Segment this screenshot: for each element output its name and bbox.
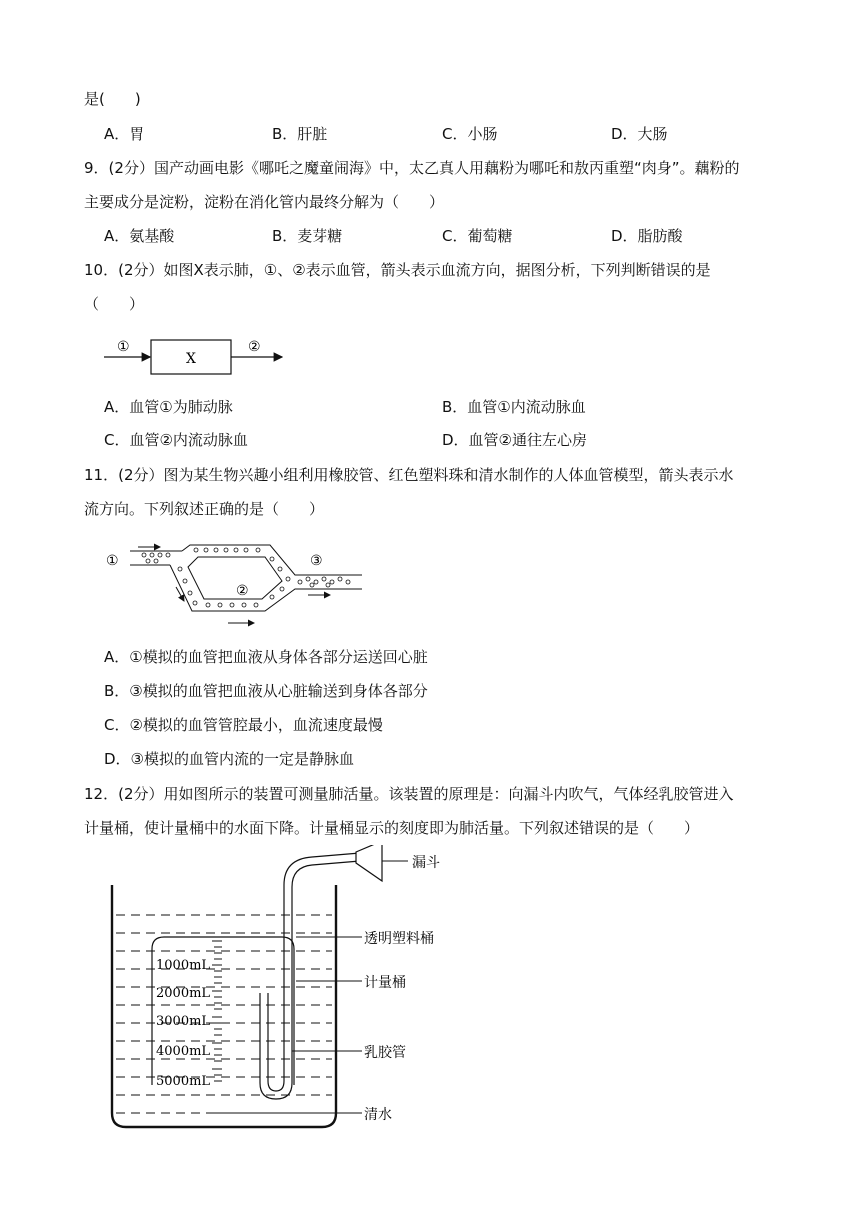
q12-scale-3000: 3000mL (156, 1014, 211, 1029)
q11-stem-line2: 流方向。下列叙述正确的是（ ） (84, 500, 325, 518)
q12-stem-line2: 计量桶，使计量桶中的水面下降。计量桶显示的刻度即为肺活量。下列叙述错误的是（ ） (84, 819, 700, 837)
q9-option-d[interactable]: D．脂肪酸 (611, 227, 683, 245)
q11-option-b[interactable]: B．③模拟的血管把血液从心脏输送到身体各部分 (104, 682, 428, 700)
q10-stem-line1: 10．(2分）如图X表示肺，①、②表示血管，箭头表示血流方向，据图分析，下列判断错误的是 (84, 261, 711, 279)
q12-label-meter: 计量桶 (364, 975, 406, 991)
q12-scale-1000: 1000mL (156, 958, 211, 973)
q12-label-tube: 乳胶管 (364, 1045, 406, 1061)
q12-scale-2000: 2000mL (156, 986, 211, 1001)
q12-funnel (356, 845, 382, 881)
q9-stem-line2: 主要成分是淀粉，淀粉在消化管内最终分解为（ ） (84, 193, 445, 211)
q10-flow-diagram (100, 332, 300, 382)
q11-option-d[interactable]: D．③模拟的血管内流的一定是静脉血 (104, 750, 354, 768)
q10-option-c[interactable]: C．血管②内流动脉血 (104, 431, 248, 449)
q11-label-3: ③ (310, 553, 323, 569)
q8-option-b[interactable]: B．肝脏 (272, 125, 328, 143)
q10-option-d[interactable]: D．血管②通往左心房 (442, 431, 587, 449)
q10-box-label: X (186, 351, 196, 367)
q8-option-c[interactable]: C．小肠 (442, 125, 498, 143)
q12-latex-tube (260, 861, 360, 1099)
q11-vessel-model-diagram (100, 535, 370, 635)
q8-option-a[interactable]: A．胃 (104, 125, 145, 143)
q12-scale-5000: 5000mL (156, 1074, 211, 1089)
q9-stem-line1: 9．(2分）国产动画电影《哪吒之魔童闹海》中，太乙真人用藕粉为哪吒和敖丙重塑“肉身”。藕粉的 (84, 159, 740, 177)
q10-in-label: ① (117, 339, 130, 355)
q10-out-label: ② (248, 339, 261, 355)
q9-option-c[interactable]: C．葡萄糖 (442, 227, 513, 245)
q11-stem-line1: 11．(2分）图为某生物兴趣小组利用橡胶管、红色塑料珠和清水制作的人体血管模型，箭头表示水 (84, 466, 734, 484)
q10-stem-line2: （ ） (84, 295, 145, 313)
q12-lung-capacity-apparatus (100, 845, 460, 1135)
q9-option-b[interactable]: B．麦芽糖 (272, 227, 343, 245)
q12-scale-4000: 4000mL (156, 1044, 211, 1059)
q12-label-funnel: 漏斗 (412, 855, 440, 871)
q12-label-water: 清水 (364, 1107, 392, 1123)
q11-label-1: ① (106, 553, 119, 569)
q11-option-c[interactable]: C．②模拟的血管管腔最小，血流速度最慢 (104, 716, 383, 734)
q11-option-a[interactable]: A．①模拟的血管把血液从身体各部分运送回心脏 (104, 648, 428, 666)
q8-option-d[interactable]: D．大肠 (611, 125, 668, 143)
q10-option-b[interactable]: B．血管①内流动脉血 (442, 398, 586, 416)
q12-stem-line1: 12．(2分）用如图所示的装置可测量肺活量。该装置的原理是：向漏斗内吹气，气体经乳胶管进入 (84, 785, 734, 803)
q9-option-a[interactable]: A．氨基酸 (104, 227, 175, 245)
q8-tail: 是( ) (84, 90, 141, 108)
q10-option-a[interactable]: A．血管①为肺动脉 (104, 398, 233, 416)
q12-label-bucket: 透明塑料桶 (364, 931, 434, 947)
q11-label-2: ② (236, 583, 249, 599)
q12-outer-bucket (112, 885, 336, 1127)
